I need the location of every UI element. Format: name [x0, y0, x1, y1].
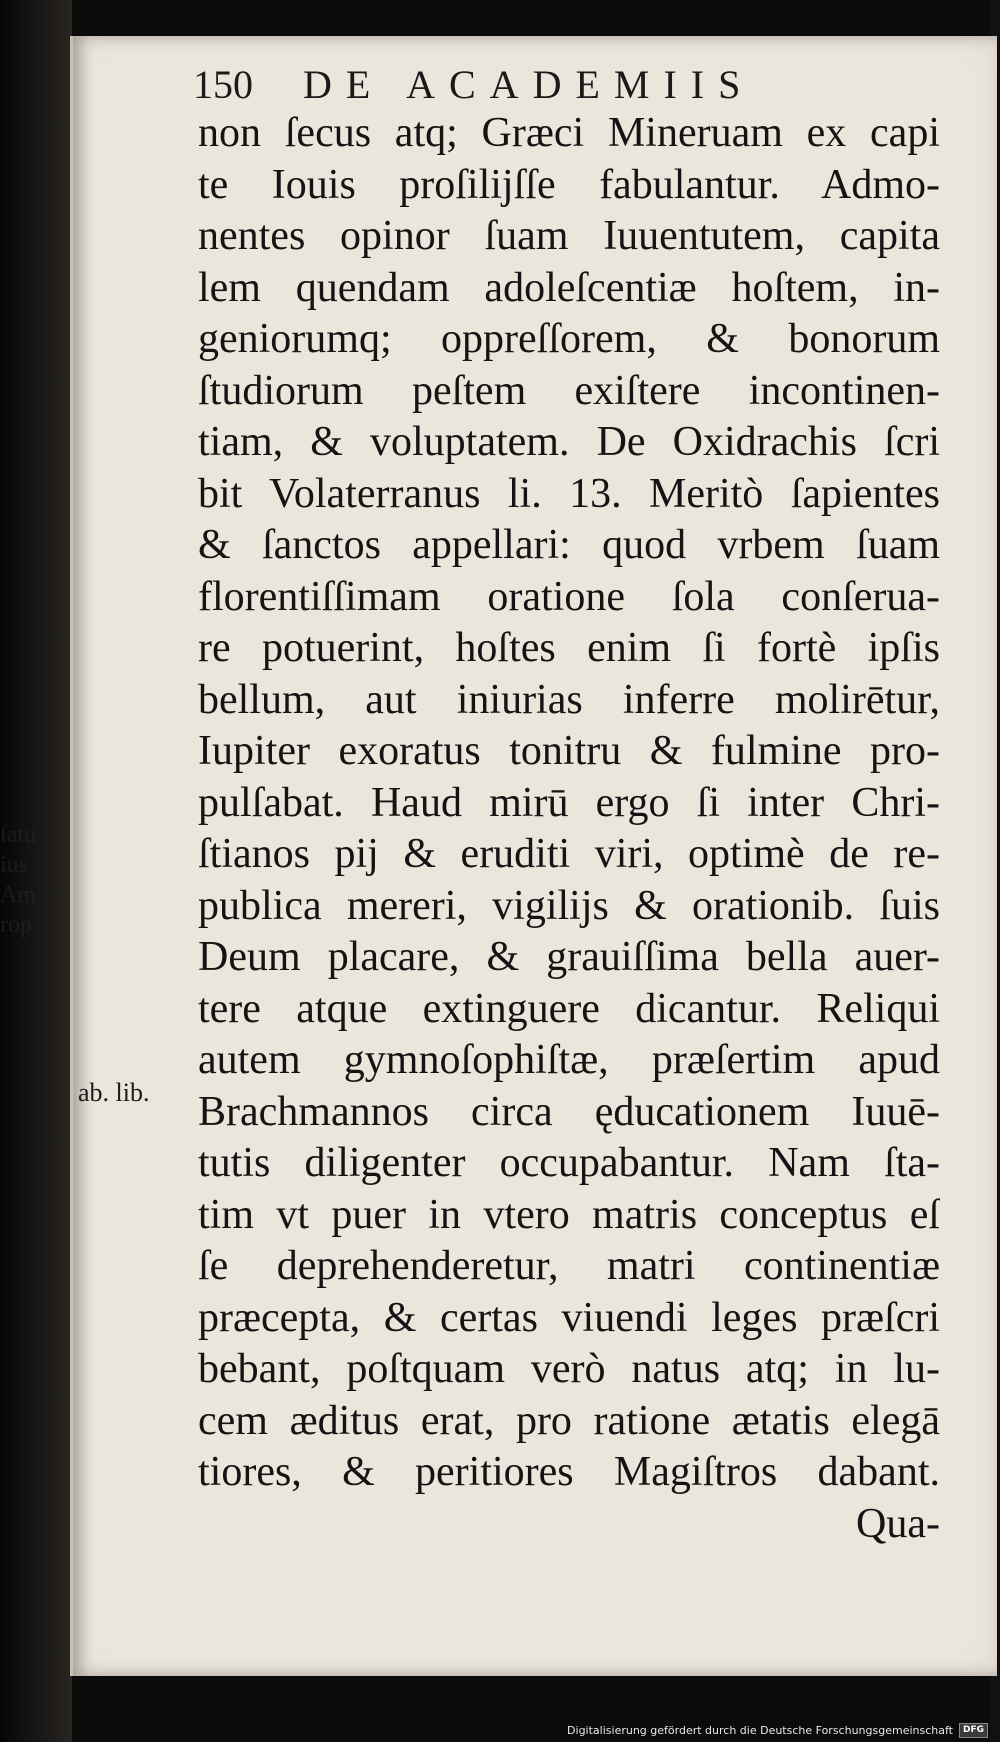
text-line: tutis diligenter occupabantur. Nam ſta-: [198, 1140, 940, 1186]
bleed-line: ius: [0, 852, 29, 878]
catchword: Qua-: [856, 1500, 940, 1547]
text-line: ſtudiorum peſtem exiſtere incontinen-: [198, 367, 940, 414]
text-line: ſe deprehenderetur, matri continentiæ: [198, 1243, 940, 1289]
bleed-line: ſatu: [0, 822, 36, 848]
text-line: publica mereri, vigilijs & orationib. ſuis: [198, 882, 940, 929]
bleed-through-text: [0, 820, 62, 940]
footer-credit: [567, 1723, 988, 1738]
text-line: geniorumq; oppreſſorem, & bonorum: [198, 316, 940, 362]
text-line: bellum, aut iniurias inferre molirētur,: [198, 676, 940, 723]
bleed-line: rop: [0, 912, 32, 938]
text-line: bebant, poſtquam verò natus atq; in lu-: [198, 1346, 940, 1392]
text-line: non ſecus atq; Græci Mineruam ex capi: [198, 110, 940, 156]
text-line: Iupiter exoratus tonitru & fulmine pro-: [198, 728, 940, 774]
text-line: nentes opinor ſuam Iuuentutem, capita: [198, 213, 940, 259]
text-line: tiam, & voluptatem. De Oxidrachis ſcri: [198, 419, 940, 465]
text-line: florentiſſimam oratione ſola conſerua-: [198, 573, 940, 620]
text-line: pulſabat. Haud mirū ergo ſi inter Chri-: [198, 779, 940, 826]
text-line: te Iouis proſilijſſe fabulantur. Admo-: [198, 161, 940, 208]
text-line: re potuerint, hoſtes enim ſi fortè ipſis: [198, 625, 940, 671]
footer-credit-text: Digitalisierung gefördert durch die Deutsche Forschungsgemeinschaft: [567, 1724, 953, 1737]
text-line: bit Volaterranus li. 13. Meritò ſapientes: [198, 470, 940, 517]
scanned-page: [70, 36, 997, 1676]
text-line: Brachmannos circa ęducationem Iuuē-: [198, 1088, 940, 1135]
page-number: 150: [193, 61, 253, 107]
text-line: & ſanctos appellari: quod vrbem ſuam: [198, 522, 940, 568]
body-text: [198, 108, 940, 1550]
page-header: [193, 54, 913, 114]
text-line: tim vt puer in vtero matris conceptus eſ: [198, 1191, 940, 1238]
text-line: tiores, & peritiores Magiſtros dabant.: [198, 1449, 940, 1495]
text-line: tere atque extinguere dicantur. Reliqui: [198, 985, 940, 1032]
dfg-logo: DFG: [959, 1723, 988, 1738]
margin-note: ab. lib.: [78, 1078, 150, 1107]
text-line: cem æditus erat, pro ratione ætatis elegā: [198, 1397, 940, 1444]
text-line: lem quendam adoleſcentiæ hoſtem, in-: [198, 264, 940, 311]
text-line: Deum placare, & grauiſſima bella auer-: [198, 934, 940, 980]
bleed-line: Am: [0, 882, 36, 908]
text-line: ſtianos pij & eruditi viri, optimè de re-: [198, 831, 940, 877]
text-line: autem gymnoſophiſtæ, præſertim apud: [198, 1037, 940, 1083]
running-head: DE ACADEMIIS: [303, 61, 755, 107]
text-line: præcepta, & certas viuendi leges præſcri: [198, 1294, 940, 1341]
